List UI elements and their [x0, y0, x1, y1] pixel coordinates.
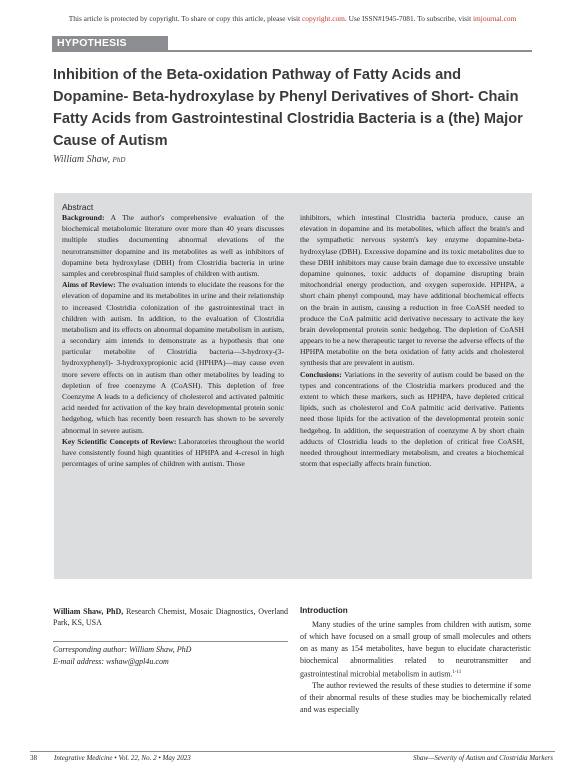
footer-page-number: 38: [30, 754, 37, 762]
abstract-aims: [62, 279, 284, 436]
article-title: Inhibition of the Beta-oxidation Pathway of Fatty Acids and Dopamine- Beta-hydroxylase by Phenyl Derivatives of Short- Chain Fatty Acids from Gastrointestinal Clostridia Bacteria is a (the) Major Cause of Autism: [53, 67, 523, 149]
affiliation-text: Research Chemist, Mosaic Diagnostics, Overland Park, KS, USA: [53, 607, 288, 628]
footer-rule: [30, 751, 555, 752]
corresponding-email[interactable]: E-mail address: wshaw@gpl4u.com: [53, 657, 169, 666]
subscribe-link[interactable]: imjournal.com: [473, 14, 517, 23]
introduction-paragraph-1: [300, 619, 531, 680]
abstract-conclusions: [300, 369, 524, 470]
footer-journal: Integrative Medicine • Vol. 22, No. 2 • May 2023: [54, 754, 191, 762]
copyright-notice: [0, 14, 585, 23]
copyright-link[interactable]: copyright.com: [302, 14, 345, 23]
conclusions-label: Conclusions:: [300, 369, 342, 379]
abstract-heading: Abstract: [62, 202, 94, 212]
copyright-notice-text-2: . Use ISSN#1945-7081. To subscribe, visit: [344, 14, 473, 23]
aims-text: The evaluation intends to elucidate the reasons for the elevation of dopamine and its metabolites in urine and their relationship to increased Clostridia colonization of the gastrointestinal tract in children with autism. In addition, to the evaluation of Clostridia metabolism and its effects on abnormal dopamine metabolism in autism, a secondary aim intends to demonstrate as a hypothesis that one particular metabolite of Clostridia bacteria—3-hydroxy-(3-hydroxyphenyl)- 3-hydroxypropionic acid (HPHPA)—may cause even more severe effects on in autism than other metabolites by leading to depletion of free coenzyme A (CoASH). This depletion of free Coenzyme A leads to a deficiency of cholesterol and activated palmitic acid needed for activation of the key brain developmental protein sonic hedgehog, which has recently been research has shown to be severely abnormal in severe autism.: [62, 280, 284, 435]
author-degree: PhD: [112, 156, 126, 164]
background-label: Background:: [62, 213, 105, 222]
introduction-paragraph-1-text: Many studies of the urine samples from children with autism, some of which have focused on a small group of small molecules and others on as many as 154 metabolites, have begun to elucidate characteristic biochemical abnormalities related to neurotransmitter and gastrointestinal microbial metabolism in autism.: [300, 620, 531, 679]
aims-label: Aims of Review:: [62, 280, 116, 290]
introduction-heading: Introduction: [300, 606, 348, 615]
author-name: William Shaw,: [53, 154, 113, 165]
introduction-reference: 1-11: [452, 669, 462, 675]
affiliation-name: William Shaw, PhD,: [53, 607, 124, 616]
correspondence-block: [53, 644, 288, 668]
key-concepts-text-part1: Laboratories throughout the world have consistently found high quantities of HPHPA and 4-cresol in high percentages of urine samples of children with autism. Those: [62, 436, 284, 469]
corresponding-author: Corresponding author: William Shaw, PhD: [53, 645, 192, 654]
abstract-column-right: [300, 212, 524, 469]
author-affiliation: [53, 606, 288, 629]
background-text: A The author's comprehensive evaluation of the biochemical metabolomic literature over more than 40 years discusses multiple studies documenting abnormal elevations of the neurotransmitter dopamine and its metabolites as well as inhibitors of dopamine beta hydroxylase (DBH) from Clostridia bacteria in urine samples and cerebrospinal fluid samples of children with autism.: [62, 213, 284, 278]
author-byline: [53, 154, 125, 165]
abstract-background: [62, 212, 284, 279]
section-rule: [52, 50, 532, 52]
introduction-body: [300, 619, 531, 716]
introduction-paragraph-2: The author reviewed the results of these studies to determine if some of their abnormal results of these studies may be biochemically related and was especially: [300, 681, 531, 714]
affiliation-divider: [53, 641, 288, 642]
conclusions-text: Variations in the severity of autism could be based on the types and concentrations of the Clostridia markers produced and the extent to which these markers, such as HPHPA, have depleted critical lipids, such as cholesterol and CoA palmitic acid derivative. Patients need those lipids for the activation of the developmental protein sonic hedgehog. In addition, the sequestration of coenzyme A by short chain adducts of Clostridia leads to the depletion of critical free CoASH, needed throughout intermediary metabolism, and creates a biochemical storm that especially affects brain function.: [300, 369, 524, 469]
abstract-column-left: [62, 212, 284, 469]
section-badge: HYPOTHESIS: [52, 36, 168, 51]
abstract-key-concepts-continued: [300, 212, 524, 369]
copyright-notice-text: This article is protected by copyright. To share or copy this article, please visit: [68, 14, 303, 23]
key-concepts-label: Key Scientific Concepts of Review:: [62, 436, 177, 446]
key-concepts-text-part2: inhibitors, which intestinal Clostridia bacteria produce, cause an elevation in dopamine and its metabolites, which affect the brain's and the sympathetic nervous system's key enzyme dopamine-beta-hydroxylase (DBH). Excessive dopamine and its toxic metabolites due to these DBH inhibitors may cause brain damage due to excessive unstable dopamine quinones, toxic adducts of dopamine disrupting brain mitochondrial energy production, and oxygen superoxide. HPHPA, a short chain phenyl compound, may have additional biochemical effects on the brain in autism, causing a reduction in free CoASH needed to produce the CoA palmitic acid derivative necessary to activate the key brain developmental protein sonic hedgehog. The depletion of CoASH appears to be a new therapeutic target to reverse the adverse effects of the HPHPA metabolite on the beta oxidation of fatty acids and cholesterol synthesis that are prevalent in autism.: [300, 213, 524, 368]
footer-running-head: Shaw—Severity of Autism and Clostridia Markers: [412, 754, 553, 762]
abstract-key-concepts: [62, 436, 284, 470]
